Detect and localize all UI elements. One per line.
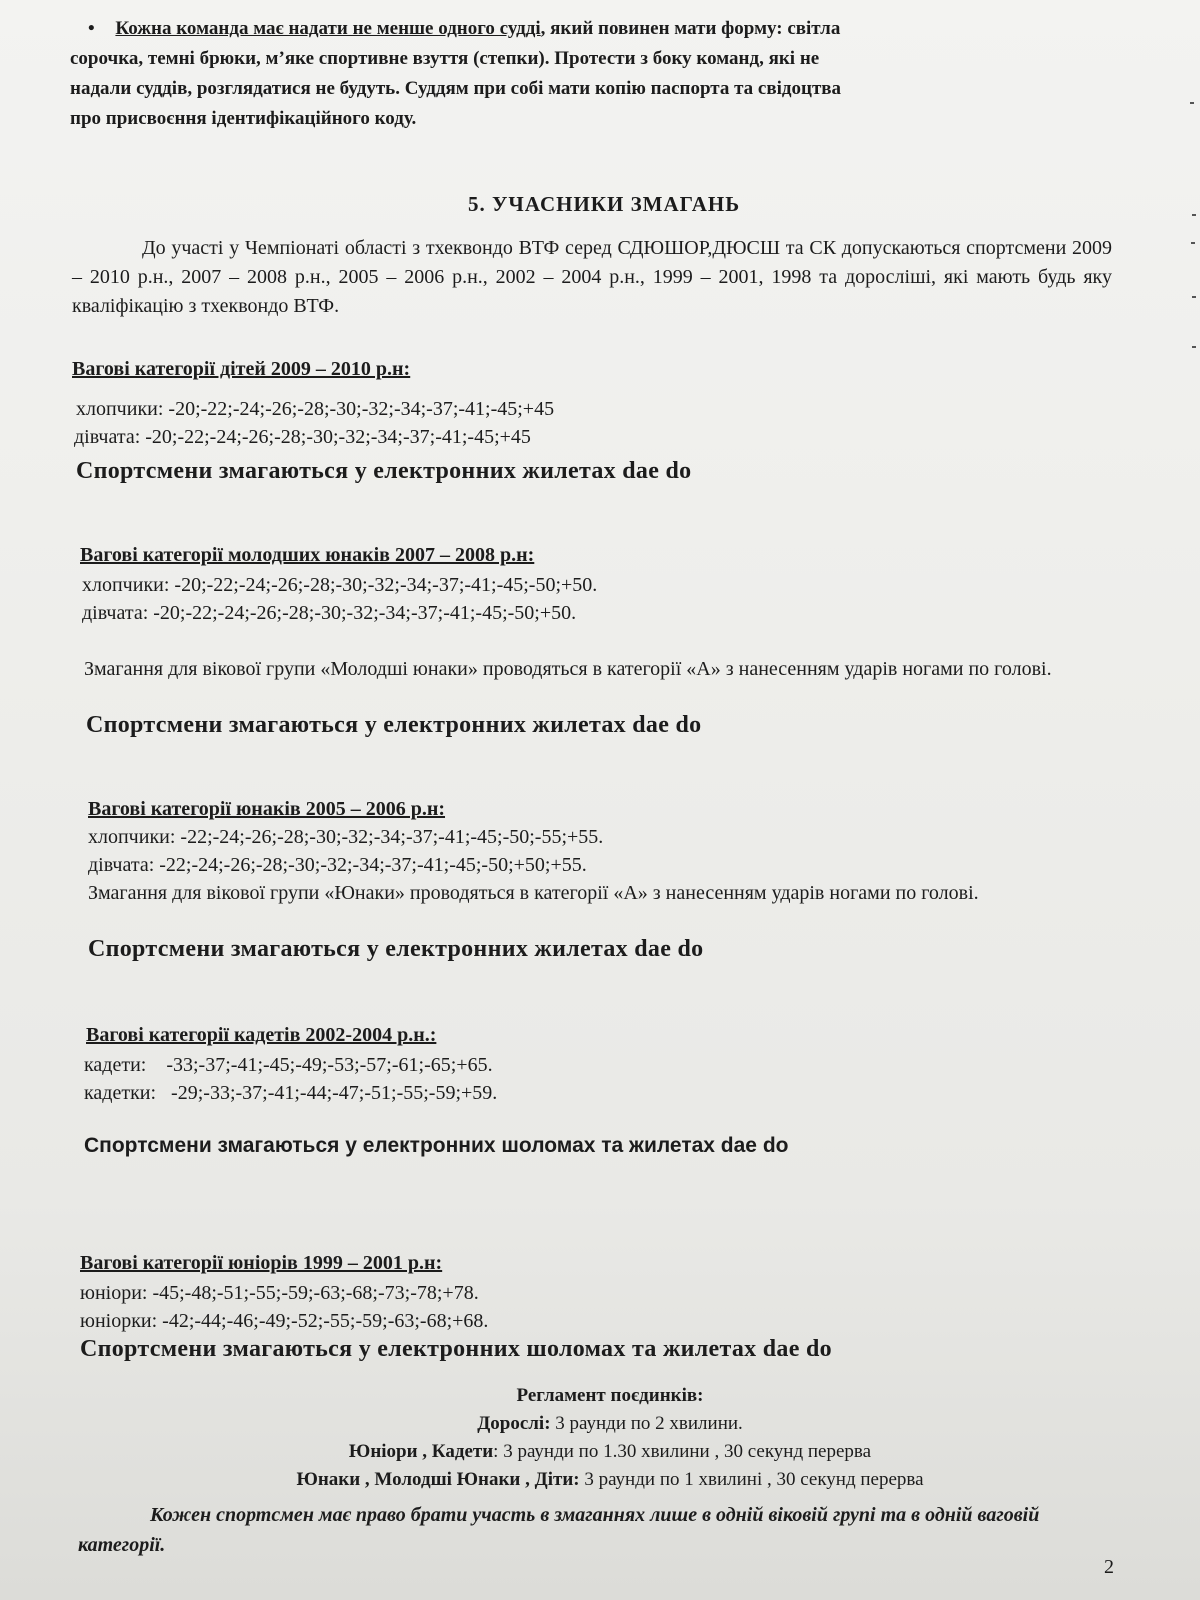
section-title: 5. УЧАСНИКИ ЗМАГАНЬ — [468, 192, 741, 216]
children-girls-weights: дівчата: -20;-22;-24;-26;-28;-30;-32;-34;-37;-41;-45;+45 — [74, 426, 531, 448]
younger-juniors-note: Змагання для вікової групи «Молодші юнаки» проводяться в категорії «А» з нанесенням ударів ногами по голові. — [84, 658, 1052, 680]
regulations-kids — [110, 1466, 1110, 1494]
margin-mark — [1192, 346, 1196, 348]
bullet: • — [88, 18, 95, 39]
judges-line-1-rest: , який повинен мати форму: світла — [540, 18, 841, 39]
judges-line-1 — [70, 14, 1100, 44]
juniors-1999-equipment: Спортсмени змагаються у електронних шоломах та жилетах dae do — [80, 1336, 832, 1362]
participation-rule: Кожен спортсмен має право брати участь в змаганнях лише в одній віковій групі та в одній ваговій категорії. — [78, 1504, 1040, 1556]
participants-intro — [72, 234, 1112, 321]
judges-requirement-underlined: Кожна команда має надати не менше одного судді — [115, 18, 541, 39]
margin-mark — [1192, 296, 1196, 298]
margin-mark — [1191, 242, 1195, 244]
juniors-equipment: Спортсмени змагаються у електронних жилетах dae do — [88, 936, 704, 962]
margin-mark — [1192, 214, 1196, 216]
regulations-block — [110, 1382, 1110, 1494]
kids-label: Юнаки , Молодші Юнаки , Діти: — [296, 1469, 580, 1490]
juniors-cadets-text: : 3 раунди по 1.30 хвилини , 30 секунд перерва — [493, 1441, 872, 1462]
page-number: 2 — [1104, 1556, 1114, 1578]
juniors-girls-weights: дівчата: -22;-24;-26;-28;-30;-32;-34;-37;-41;-45;-50;+50;+55. — [88, 854, 587, 876]
younger-juniors-girls-weights: дівчата: -20;-22;-24;-26;-28;-30;-32;-34;-37;-41;-45;-50;+50. — [82, 602, 577, 624]
kids-text: 3 раунди по 1 хвилині , 30 секунд перерва — [579, 1469, 924, 1490]
cadets-heading: Вагові категорії кадетів 2002-2004 р.н.: — [86, 1024, 437, 1046]
younger-juniors-heading: Вагові категорії молодших юнаків 2007 – 2008 р.н: — [80, 544, 535, 566]
children-equipment: Спортсмени змагаються у електронних жилетах dae do — [76, 458, 692, 484]
juniors-note: Змагання для вікової групи «Юнаки» проводяться в категорії «А» з нанесенням ударів ногами по голові. — [88, 882, 979, 904]
younger-juniors-equipment: Спортсмени змагаються у електронних жилетах dae do — [86, 712, 702, 738]
juniors-boys-weights: хлопчики: -22;-24;-26;-28;-30;-32;-34;-37;-41;-45;-50;-55;+55. — [88, 826, 604, 848]
adults-text: 3 раунди по 2 хвилини. — [550, 1413, 743, 1434]
adults-label: Дорослі: — [477, 1413, 551, 1434]
judges-line-3: надали суддів, розглядатися не будуть. Суддям при собі мати копію паспорта та свідоцтва — [70, 78, 842, 99]
margin-mark — [1190, 102, 1194, 104]
judges-line-2: сорочка, темні брюки, м’яке спортивне взуття (степки). Протести з боку команд, які не — [70, 48, 820, 69]
juniors-1999-girls-weights: юніорки: -42;-44;-46;-49;-52;-55;-59;-63;-68;+68. — [80, 1310, 489, 1332]
children-heading: Вагові категорії дітей 2009 – 2010 р.н: — [72, 358, 411, 380]
juniors-1999-heading: Вагові категорії юніорів 1999 – 2001 р.н: — [80, 1252, 443, 1274]
cadets-boys-weights: кадети: -33;-37;-41;-45;-49;-53;-57;-61;-65;+65. — [84, 1054, 493, 1076]
regulations-title: Регламент поєдинків: — [516, 1385, 704, 1406]
judges-line-4: про присвоєння ідентифікаційного коду. — [70, 108, 417, 129]
juniors-1999-boys-weights: юніори: -45;-48;-51;-55;-59;-63;-68;-73;-78;+78. — [80, 1282, 479, 1304]
cadets-girls-weights: кадетки: -29;-33;-37;-41;-44;-47;-51;-55;-59;+59. — [84, 1082, 498, 1104]
regulations-adults — [110, 1410, 1110, 1438]
regulations-juniors-cadets — [110, 1438, 1110, 1466]
children-boys-weights: хлопчики: -20;-22;-24;-26;-28;-30;-32;-34;-37;-41;-45;+45 — [76, 398, 555, 420]
juniors-heading: Вагові категорії юнаків 2005 – 2006 р.н: — [88, 798, 446, 820]
younger-juniors-boys-weights: хлопчики: -20;-22;-24;-26;-28;-30;-32;-34;-37;-41;-45;-50;+50. — [82, 574, 598, 596]
juniors-cadets-label: Юніори , Кадети — [348, 1441, 494, 1462]
cadets-equipment: Спортсмени змагаються у електронних шоломах та жилетах dae do — [84, 1134, 789, 1157]
judges-paragraph — [70, 14, 1100, 134]
participants-intro-text: До участі у Чемпіонаті області з тхеквондо ВТФ серед СДЮШОР,ДЮСШ та СК допускаються спортсмени 2009 – 2010 р.н., 2007 – 2008 р.н., 2005 – 2006 р.н., 2002 – 2004 р.н., 1999 – 2001, 1998 та дорослiшi, які мають будь яку кваліфікацію з тхеквондо ВТФ. — [72, 237, 1112, 317]
